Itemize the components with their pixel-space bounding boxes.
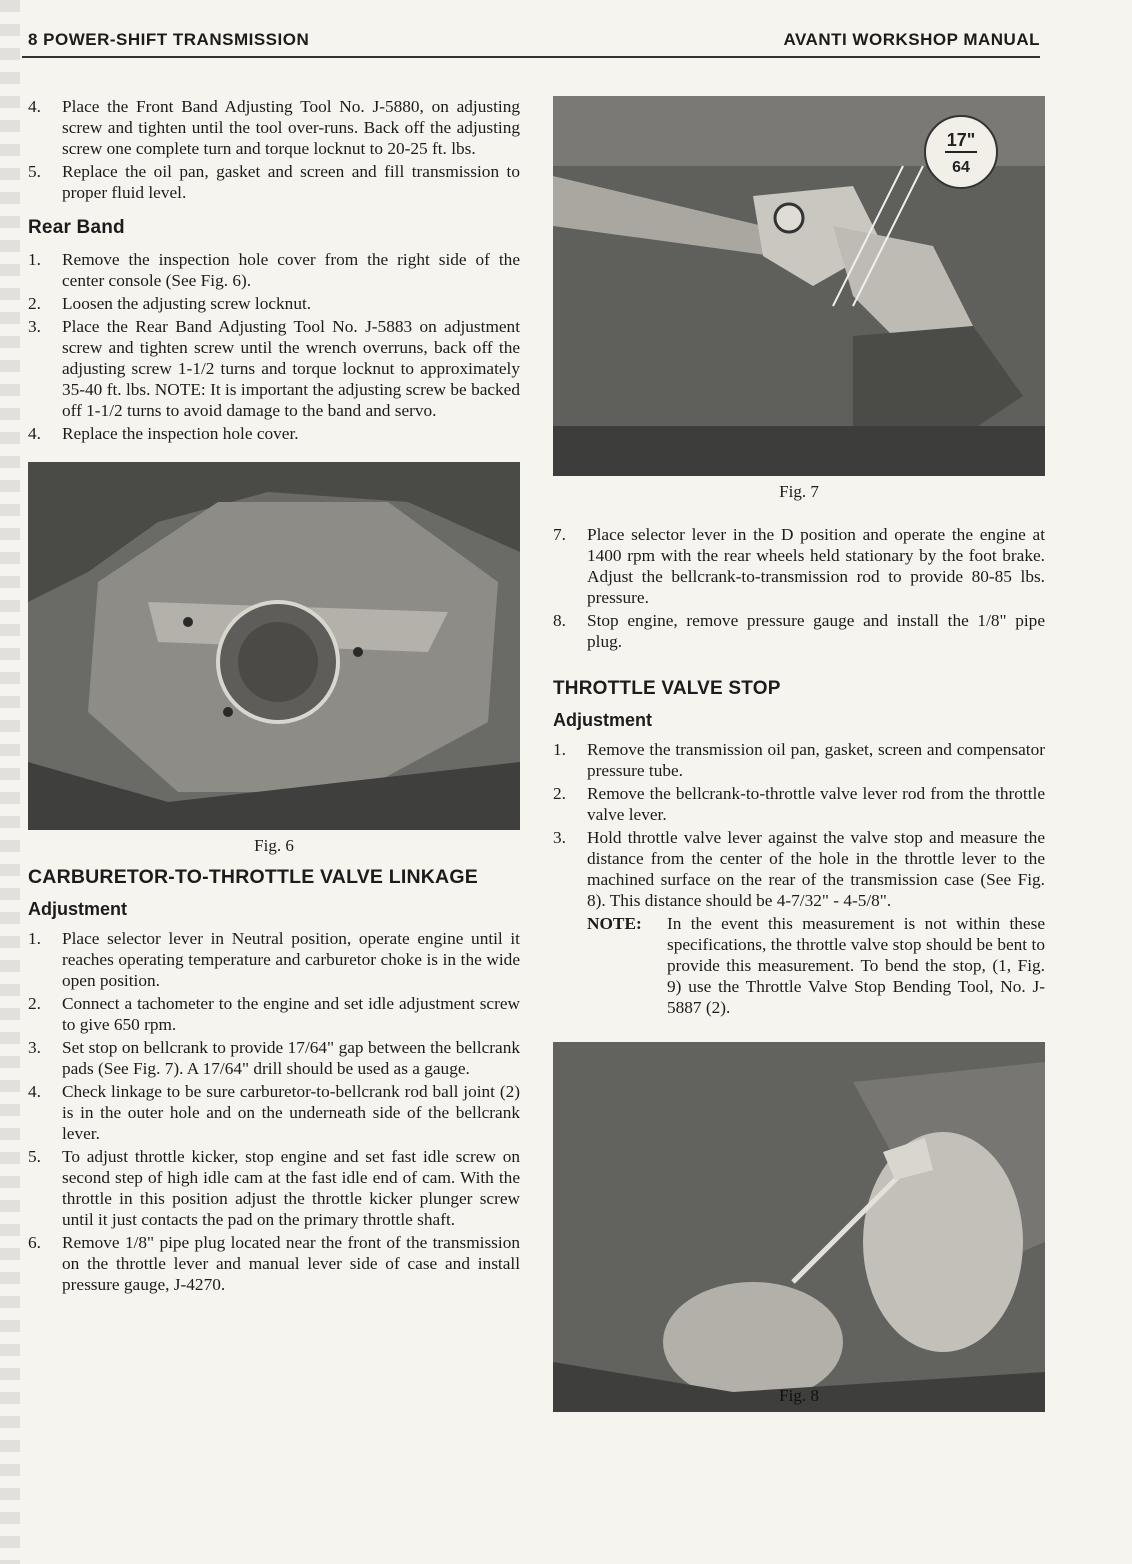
- rear-band-heading: Rear Band: [28, 217, 125, 238]
- figure-7-photo: [553, 96, 1045, 476]
- throttle-valve-stop-adjustment-heading: Adjustment: [553, 710, 652, 730]
- figure-8-caption: Fig. 8: [779, 1386, 819, 1405]
- figure-7-caption: Fig. 7: [779, 482, 819, 501]
- figure-6-illustration: [28, 462, 520, 830]
- step: 4. Place the Front Band Adjusting Tool No. J-5880, on adjusting screw and tighten until the tool over-runs. Back off the adjusting screw one complete turn and torque locknut to 20-25 ft. lbs.: [28, 97, 520, 158]
- figure-6-caption: Fig. 6: [254, 836, 294, 855]
- step: 2. Loosen the adjusting screw locknut.: [28, 294, 312, 313]
- step: 2. Connect a tachometer to the engine and set idle adjustment screw to give 650 rpm.: [28, 994, 520, 1034]
- step: 1. Place selector lever in Neutral position, operate engine until it reaches operating temperature and carburetor choke is in the wide open position.: [28, 929, 520, 990]
- front-band-steps: [28, 96, 520, 203]
- figure-6-photo: [28, 462, 520, 830]
- step: 3. Set stop on bellcrank to provide 17/64" gap between the bellcrank pads (See Fig. 7). A 17/64" drill should be used as a gauge.: [28, 1038, 520, 1078]
- linkage-steps-continued: [553, 524, 1045, 652]
- linkage-heading: CARBURETOR-TO-THROTTLE VALVE LINKAGE: [28, 866, 478, 888]
- step: 6. Remove 1/8" pipe plug located near the front of the transmission on the throttle lever and manual lever side of case and install pressure gauge, J-4270.: [28, 1233, 520, 1294]
- throttle-valve-stop-steps: [553, 739, 1045, 911]
- figure-7-label-bottom: 64: [952, 159, 970, 176]
- step: 5. Replace the oil pan, gasket and screen and fill transmission to proper fluid level.: [28, 162, 520, 202]
- figure-7-label-top: 17": [946, 130, 976, 150]
- right-column: [553, 96, 1045, 1414]
- linkage-steps: [28, 928, 520, 1295]
- linkage-adjustment-heading: Adjustment: [28, 899, 127, 919]
- figure-8-photo: [553, 1042, 1045, 1412]
- step: 3. Place the Rear Band Adjusting Tool No. J-5883 on adjustment screw and tighten screw until the wrench overruns, back off the adjusting screw 1-1/2 turns and torque locknut to approximately 35-40 ft. lbs. NOTE: It is important the adjusting screw be backed off 1-1/2 turns to avoid damage to the band and servo.: [28, 317, 520, 420]
- scan-edge-artifact: [0, 0, 20, 1564]
- step: 8. Stop engine, remove pressure gauge and install the 1/8" pipe plug.: [553, 611, 1045, 651]
- rear-band-steps: [28, 249, 520, 444]
- figure-8-illustration: [553, 1042, 1045, 1412]
- figure-7-illustration: [553, 96, 1045, 476]
- note-label: NOTE:: [587, 914, 642, 933]
- step: 4. Check linkage to be sure carburetor-to-bellcrank rod ball joint (2) is in the outer hole and on the underneath side of the bellcrank lever.: [28, 1082, 520, 1143]
- page-header-right: AVANTI WORKSHOP MANUAL: [783, 30, 1040, 49]
- step: 3. Hold throttle valve lever against the valve stop and measure the distance from the center of the hole in the throttle lever to the machined surface on the rear of the transmission case (See Fig. 8). This distance should be 4-7/32" - 4-5/8".: [553, 828, 1045, 910]
- step: 1. Remove the inspection hole cover from the right side of the center console (See Fig. 6).: [28, 250, 520, 290]
- note-block: [553, 913, 1045, 1018]
- throttle-valve-stop-heading: THROTTLE VALVE STOP: [553, 678, 781, 699]
- page-header-left: 8 POWER-SHIFT TRANSMISSION: [28, 30, 310, 49]
- step: 1. Remove the transmission oil pan, gasket, screen and compensator pressure tube.: [553, 740, 1045, 780]
- left-column: [28, 96, 520, 1297]
- step: 7. Place selector lever in the D position and operate the engine at 1400 rpm with the rear wheels held stationary by the foot brake. Adjust the bellcrank-to-transmission rod to provide 80-85 lbs. pressure.: [553, 525, 1045, 607]
- header-rule: [22, 56, 1040, 58]
- step: 5. To adjust throttle kicker, stop engine and set fast idle screw on second step of high idle cam at the fast idle end of cam. With the throttle in this position adjust the throttle kicker plunger screw until it just contacts the pad on the primary throttle shaft.: [28, 1147, 520, 1229]
- step: 2. Remove the bellcrank-to-throttle valve lever rod from the throttle valve lever.: [553, 784, 1045, 824]
- step: 4. Replace the inspection hole cover.: [28, 424, 299, 443]
- note-text: In the event this measurement is not within these specifications, the throttle valve stop should be bent to provide this measurement. To bend the stop, (1, Fig. 9) use the Throttle Valve Stop Bending Tool, No. J-5887 (2).: [667, 914, 1045, 1017]
